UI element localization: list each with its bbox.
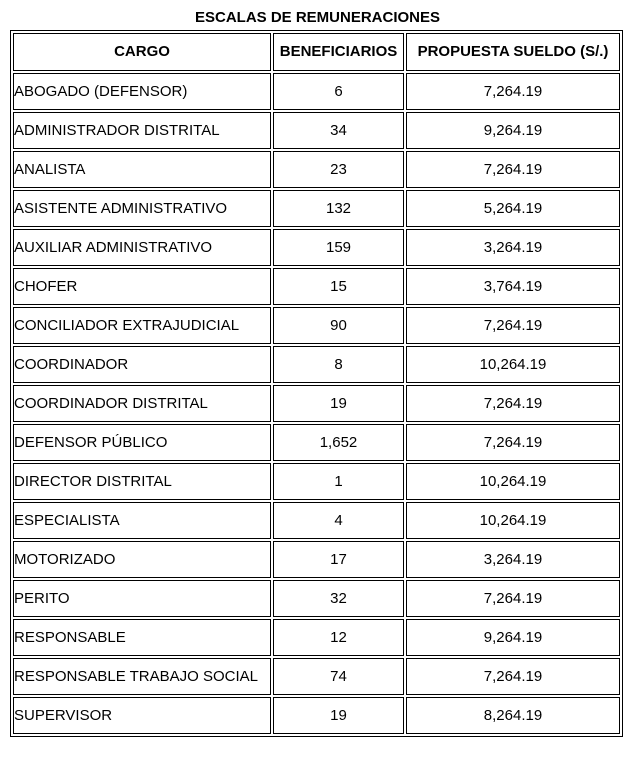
- cell-cargo: ABOGADO (DEFENSOR): [13, 73, 271, 110]
- cell-beneficiarios: 74: [273, 658, 404, 695]
- cell-propuesta-sueldo: 3,264.19: [406, 541, 620, 578]
- cell-cargo: DEFENSOR PÚBLICO: [13, 424, 271, 461]
- table-row: [13, 541, 620, 578]
- cell-propuesta-sueldo: 7,264.19: [406, 658, 620, 695]
- cell-propuesta-sueldo: 7,264.19: [406, 307, 620, 344]
- cell-cargo: COORDINADOR: [13, 346, 271, 383]
- table-row: [13, 112, 620, 149]
- header-propuesta-sueldo: PROPUESTA SUELDO (S/.): [406, 33, 620, 71]
- table-row: [13, 658, 620, 695]
- cell-cargo: SUPERVISOR: [13, 697, 271, 734]
- cell-cargo: MOTORIZADO: [13, 541, 271, 578]
- cell-propuesta-sueldo: 7,264.19: [406, 385, 620, 422]
- table-row: [13, 346, 620, 383]
- cell-beneficiarios: 132: [273, 190, 404, 227]
- cell-cargo: ESPECIALISTA: [13, 502, 271, 539]
- cell-cargo: ASISTENTE ADMINISTRATIVO: [13, 190, 271, 227]
- cell-propuesta-sueldo: 9,264.19: [406, 619, 620, 656]
- document-title: ESCALAS DE REMUNERACIONES: [194, 9, 441, 26]
- cell-beneficiarios: 6: [273, 73, 404, 110]
- cell-propuesta-sueldo: 10,264.19: [406, 346, 620, 383]
- table-row: [13, 580, 620, 617]
- table-row: [13, 73, 620, 110]
- table-row: [13, 463, 620, 500]
- cell-beneficiarios: 19: [273, 697, 404, 734]
- cell-cargo: AUXILIAR ADMINISTRATIVO: [13, 229, 271, 266]
- cell-cargo: PERITO: [13, 580, 271, 617]
- cell-beneficiarios: 12: [273, 619, 404, 656]
- cell-cargo: RESPONSABLE TRABAJO SOCIAL: [13, 658, 271, 695]
- cell-cargo: DIRECTOR DISTRITAL: [13, 463, 271, 500]
- table-row: [13, 619, 620, 656]
- cell-propuesta-sueldo: 10,264.19: [406, 502, 620, 539]
- cell-propuesta-sueldo: 7,264.19: [406, 424, 620, 461]
- table-row: [13, 502, 620, 539]
- cell-beneficiarios: 8: [273, 346, 404, 383]
- cell-beneficiarios: 1: [273, 463, 404, 500]
- cell-beneficiarios: 1,652: [273, 424, 404, 461]
- cell-beneficiarios: 15: [273, 268, 404, 305]
- table-row: [13, 424, 620, 461]
- cell-propuesta-sueldo: 8,264.19: [406, 697, 620, 734]
- table-row: [13, 307, 620, 344]
- cell-propuesta-sueldo: 7,264.19: [406, 151, 620, 188]
- table-row: [13, 190, 620, 227]
- cell-beneficiarios: 19: [273, 385, 404, 422]
- table-row: [13, 385, 620, 422]
- cell-beneficiarios: 17: [273, 541, 404, 578]
- cell-cargo: ANALISTA: [13, 151, 271, 188]
- cell-cargo: ADMINISTRADOR DISTRITAL: [13, 112, 271, 149]
- header-row: [13, 33, 620, 71]
- cell-propuesta-sueldo: 10,264.19: [406, 463, 620, 500]
- cell-beneficiarios: 34: [273, 112, 404, 149]
- table-body: [13, 73, 620, 734]
- header-beneficiarios: BENEFICIARIOS: [273, 33, 404, 71]
- cell-beneficiarios: 32: [273, 580, 404, 617]
- cell-beneficiarios: 159: [273, 229, 404, 266]
- cell-propuesta-sueldo: 7,264.19: [406, 580, 620, 617]
- cell-cargo: CHOFER: [13, 268, 271, 305]
- cell-beneficiarios: 90: [273, 307, 404, 344]
- cell-propuesta-sueldo: 5,264.19: [406, 190, 620, 227]
- cell-propuesta-sueldo: 3,264.19: [406, 229, 620, 266]
- remuneration-table: [10, 30, 623, 737]
- table-row: [13, 151, 620, 188]
- header-cargo: CARGO: [13, 33, 271, 71]
- table-row: [13, 268, 620, 305]
- cell-beneficiarios: 4: [273, 502, 404, 539]
- table-row: [13, 229, 620, 266]
- cell-cargo: COORDINADOR DISTRITAL: [13, 385, 271, 422]
- cell-propuesta-sueldo: 3,764.19: [406, 268, 620, 305]
- cell-cargo: CONCILIADOR EXTRAJUDICIAL: [13, 307, 271, 344]
- cell-cargo: RESPONSABLE: [13, 619, 271, 656]
- cell-propuesta-sueldo: 9,264.19: [406, 112, 620, 149]
- cell-beneficiarios: 23: [273, 151, 404, 188]
- cell-propuesta-sueldo: 7,264.19: [406, 73, 620, 110]
- table-row: [13, 697, 620, 734]
